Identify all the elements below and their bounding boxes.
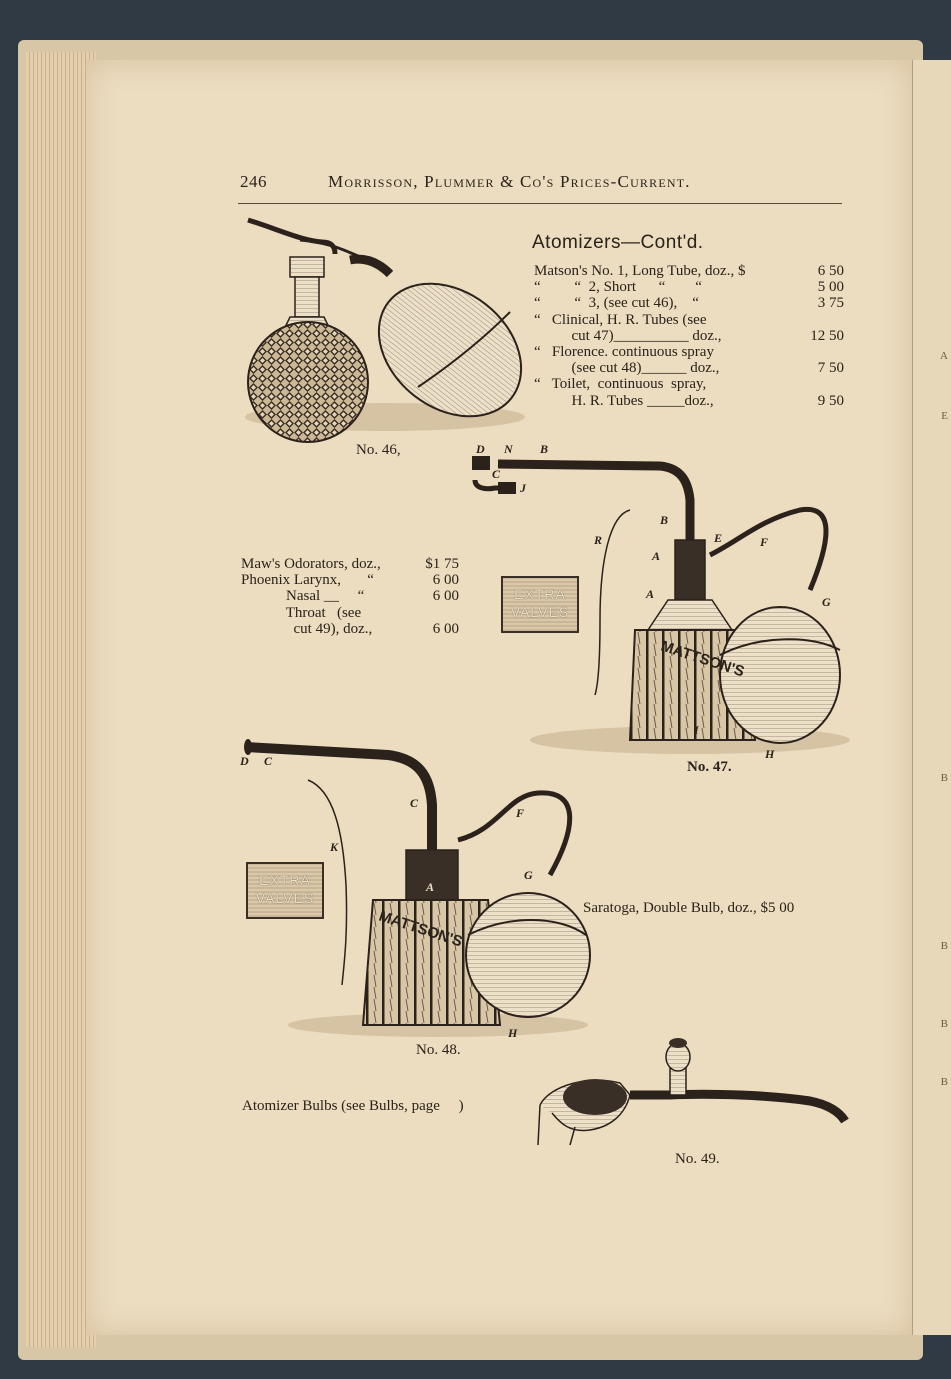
price-desc: “ Toilet, continuous spray, (534, 376, 707, 393)
matson-price-list (534, 263, 844, 409)
next-page-edge (912, 60, 951, 1335)
part-label: A (652, 549, 661, 563)
part-label: D (476, 442, 485, 456)
next-page-letter: B (940, 1018, 948, 1030)
part-label: I (694, 723, 699, 737)
price-desc: “ “ 3, (see cut 46), “ (534, 295, 699, 312)
price-amount: 9 50 (817, 392, 844, 409)
part-label: B (660, 513, 669, 527)
price-desc: “ Florence. continuous spray (534, 343, 714, 360)
price-row (534, 328, 844, 344)
price-row (241, 605, 459, 621)
price-desc: Matson's No. 1, Long Tube, doz., $ (534, 263, 746, 279)
next-page-letter: E (941, 410, 948, 422)
cut-46-caption: No. 46, (356, 442, 401, 458)
price-row (534, 279, 844, 295)
price-desc: (see cut 48)______ doz., (534, 360, 720, 377)
price-row (534, 295, 844, 311)
price-desc: “ Clinical, H. R. Tubes (see (534, 311, 707, 328)
price-row (534, 376, 844, 392)
price-row (534, 344, 844, 360)
part-label: G (524, 868, 533, 882)
extra-valves-line: VALVES (255, 890, 315, 906)
part-label: B (540, 442, 549, 456)
running-title: Morrisson, Plummer & Co's Prices-Current. (328, 172, 691, 191)
part-label: H (508, 1026, 518, 1040)
extra-valves-line: EXTRA (514, 586, 566, 602)
part-label: R (594, 533, 603, 547)
cut-49-caption: No. 49. (675, 1151, 720, 1167)
brand-label: MATTSON'S (658, 637, 747, 681)
cut-47-caption: No. 47. (687, 759, 732, 775)
price-amount: 6 00 (432, 620, 459, 637)
part-label: C (264, 754, 273, 768)
price-amount: 6 50 (817, 263, 844, 279)
price-desc: “ “ 2, Short “ “ (534, 279, 702, 296)
part-label: F (516, 806, 525, 820)
price-amount: 12 50 (810, 327, 844, 344)
price-amount: 6 00 (432, 572, 459, 589)
part-label: A (426, 880, 435, 894)
header-rule (238, 203, 842, 204)
extra-valves-line: EXTRA (259, 872, 311, 888)
price-amount: 7 50 (817, 360, 844, 377)
part-label: A (646, 587, 655, 601)
price-amount: $1 75 (425, 556, 459, 572)
page-number: 246 (240, 172, 267, 191)
price-amount: 6 00 (432, 588, 459, 605)
next-page-letter: B (940, 1076, 948, 1088)
price-desc: cut 47)__________ doz., (534, 327, 722, 344)
part-label: G (822, 595, 831, 609)
extra-valves-box (501, 576, 579, 633)
next-page-letter: B (940, 940, 948, 952)
section-title: Atomizers—Cont'd. (532, 232, 704, 253)
price-desc: Throat (see (241, 604, 362, 621)
price-row (534, 312, 844, 328)
price-amount: 5 00 (817, 279, 844, 296)
part-label: C (492, 467, 501, 481)
price-row (534, 263, 844, 279)
price-desc: Maw's Odorators, doz., (241, 556, 381, 572)
part-label: N (504, 442, 513, 456)
atomizer-bulbs-note: Atomizer Bulbs (see Bulbs, page ) (242, 1098, 464, 1114)
next-page-letter: B (940, 772, 948, 784)
price-desc: cut 49), doz., (241, 620, 373, 637)
price-desc: Phoenix Larynx, “ (241, 572, 374, 589)
price-row (534, 393, 844, 409)
part-label: C (410, 796, 419, 810)
price-row (241, 621, 459, 637)
price-desc: H. R. Tubes _____doz., (534, 392, 714, 409)
price-row (241, 572, 459, 588)
part-label: E (714, 531, 723, 545)
price-row (241, 588, 459, 604)
atomizer-49-illustration (530, 1035, 850, 1150)
saratoga-price: Saratoga, Double Bulb, doz., $5 00 (583, 900, 795, 916)
part-label: K (330, 840, 339, 854)
part-label: F (760, 535, 769, 549)
price-desc: Nasal __ “ (241, 588, 365, 605)
maw-price-list (241, 556, 459, 637)
price-row (241, 556, 459, 572)
brand-label: MATTSON'S (376, 907, 465, 951)
extra-valves-box (246, 862, 324, 919)
part-label: J (520, 481, 526, 495)
price-amount: 3 75 (817, 295, 844, 312)
cut-48-caption: No. 48. (416, 1042, 461, 1058)
part-label: H (765, 747, 775, 761)
part-label: D (240, 754, 249, 768)
price-row (534, 360, 844, 376)
extra-valves-line: VALVES (510, 604, 570, 620)
next-page-letter: A (940, 350, 948, 362)
atomizer-46-illustration (240, 212, 530, 442)
